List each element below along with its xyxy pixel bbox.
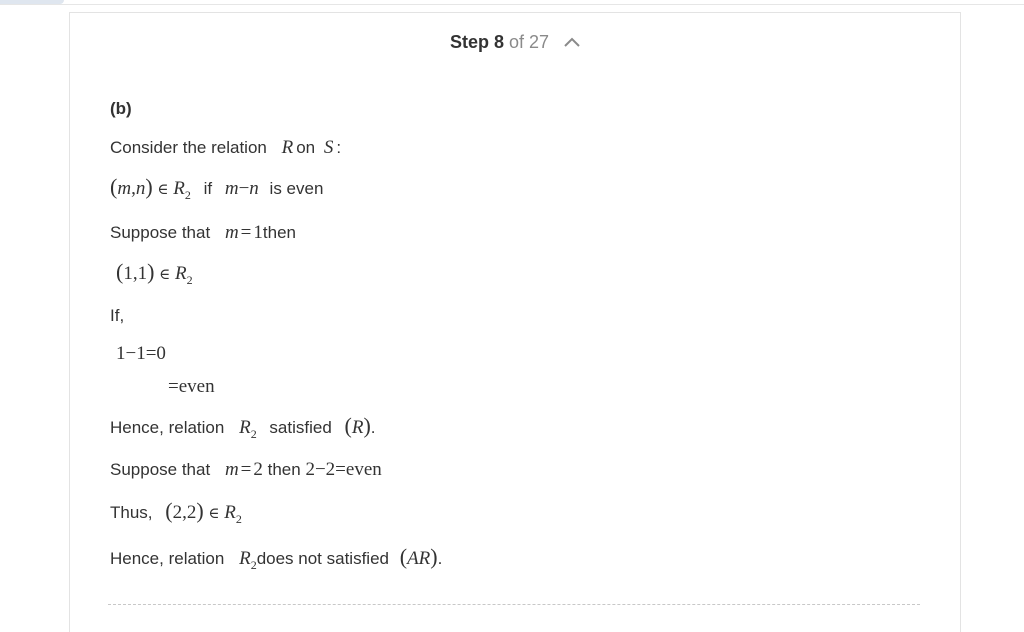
subscript-2: 2 [186, 273, 193, 287]
paren-open: ( [110, 174, 118, 199]
minus: − [238, 178, 250, 199]
hence-text: Hence, relation [110, 549, 225, 568]
calc-expression: 1−1=0 [116, 343, 166, 364]
thus-text: Thus, [110, 503, 153, 522]
calc-result: =even [168, 376, 215, 397]
relation-symbol: R [281, 137, 294, 158]
paren-open: ( [165, 498, 173, 523]
consider-line [110, 137, 341, 159]
paren-close: ) [363, 413, 371, 438]
is-even-text: is even [269, 179, 324, 198]
value-1: 1 [253, 222, 263, 243]
colon: : [336, 138, 342, 157]
solution-step-card [69, 12, 961, 632]
part-label: (b) [110, 99, 132, 118]
hence-line-1 [110, 413, 376, 442]
step-header[interactable] [70, 31, 960, 53]
divider [108, 604, 920, 605]
suppose-line-2 [110, 459, 382, 481]
suppose-line-1 [110, 222, 296, 244]
subscript-2: 2 [250, 427, 257, 441]
relation-r2: R [175, 263, 187, 284]
var-n: n [135, 178, 146, 199]
var-m: m [117, 178, 132, 199]
paren-close: ) [145, 174, 153, 199]
paren-open: ( [399, 544, 408, 569]
element-of-symbol: ∈ [159, 267, 171, 283]
suppose-text: Suppose that [110, 460, 211, 479]
on-word: on [296, 138, 316, 157]
top-bar [0, 0, 1024, 5]
if-line: If, [110, 306, 125, 325]
var-m: m [224, 222, 239, 243]
then-word: then [267, 460, 301, 479]
step-label: Step [449, 32, 489, 52]
element-of-symbol: ∈ [208, 506, 220, 522]
comma: , [131, 178, 136, 199]
property-r: R [351, 417, 364, 438]
satisfied-text: satisfied [269, 418, 332, 437]
subscript-2: 2 [184, 188, 191, 202]
expr-m: m [224, 178, 239, 199]
calc-2: 2−2=even [305, 459, 382, 480]
period: . [370, 418, 376, 437]
step-number: 8 [493, 32, 504, 52]
thus-line [110, 498, 242, 527]
property-ar: AR [407, 548, 431, 569]
paren-close: ) [147, 259, 155, 284]
relation-definition [110, 174, 323, 203]
value-2: 2 [253, 459, 263, 480]
equals: = [240, 222, 252, 243]
pair-1-line [110, 259, 193, 288]
paren-close: ) [196, 498, 204, 523]
chevron-up-icon[interactable] [564, 30, 580, 52]
relation-r2: R [224, 502, 236, 523]
hence-line-2 [110, 544, 442, 573]
pair-inner: 1,1 [123, 263, 148, 284]
relation-r2: R [173, 178, 185, 199]
if-word: if [203, 179, 213, 198]
then-word: then [262, 223, 296, 242]
top-tab-accent [0, 0, 64, 4]
element-of-symbol: ∈ [157, 182, 169, 198]
suppose-text: Suppose that [110, 223, 211, 242]
relation-r2: R [239, 548, 251, 569]
relation-r2: R [239, 417, 251, 438]
period: . [437, 549, 443, 568]
paren-close: ) [430, 544, 438, 569]
paren-open: ( [116, 259, 124, 284]
set-symbol: S [323, 137, 334, 158]
step-total: of 27 [509, 32, 550, 52]
equals: = [240, 459, 252, 480]
consider-text: Consider the relation [110, 138, 267, 157]
subscript-2: 2 [235, 512, 242, 526]
var-m: m [224, 459, 239, 480]
pair-inner: 2,2 [172, 502, 197, 523]
hence-text: Hence, relation [110, 418, 225, 437]
not-satisfied-text: does not satisfied [256, 549, 389, 568]
expr-n: n [249, 178, 259, 199]
paren-open: ( [344, 413, 352, 438]
subscript-2: 2 [250, 558, 257, 572]
